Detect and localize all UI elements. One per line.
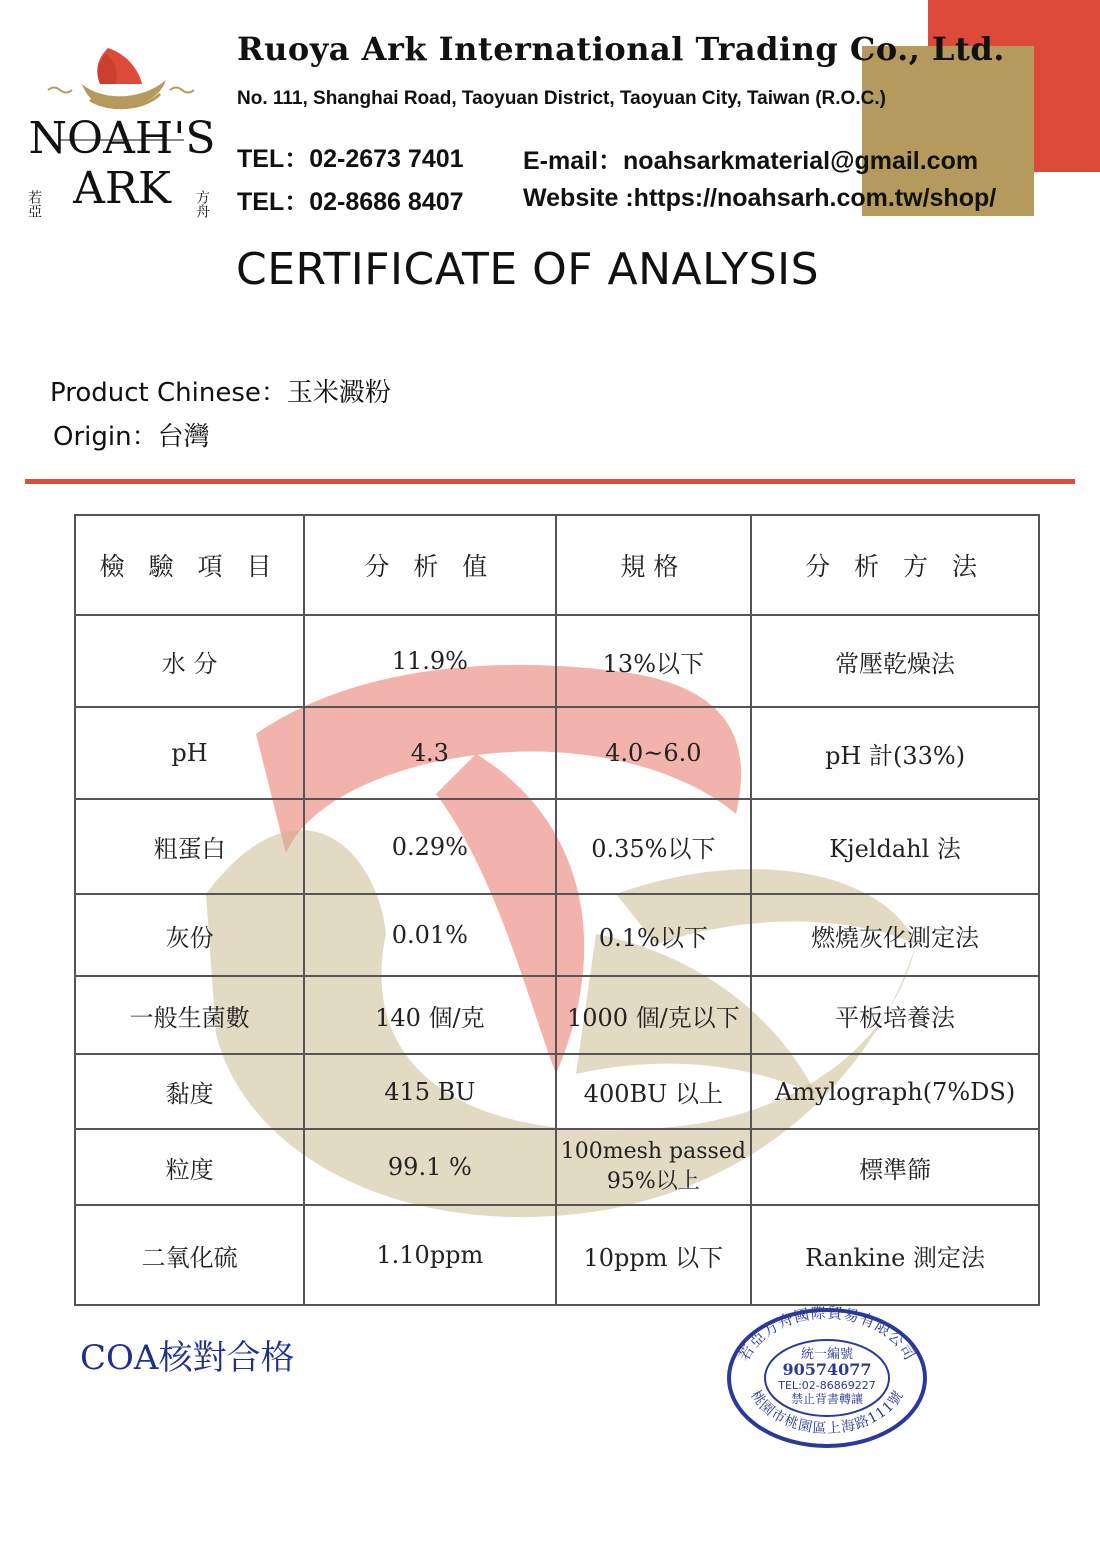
table-row: [75, 1054, 1039, 1129]
logo-name-zh-right: 方舟: [194, 190, 210, 218]
logo-name-en-1: NOAH'S: [28, 113, 216, 164]
cell-spec: 10ppm 以下: [556, 1205, 752, 1305]
cell-spec: 1000 個/克以下: [556, 976, 752, 1054]
table-row: [75, 1129, 1039, 1205]
telephone-1: TEL：02-2673 7401: [237, 145, 464, 173]
cell-item: 一般生菌數: [75, 976, 304, 1054]
table-row: [75, 1205, 1039, 1305]
seal-telephone: TEL:02-86869227: [778, 1379, 876, 1392]
cell-method: 常壓乾燥法: [751, 615, 1039, 707]
cell-result: 4.3: [304, 707, 555, 799]
cell-result: 11.9%: [304, 615, 555, 707]
cell-item: 灰份: [75, 894, 304, 976]
cell-spec: 0.1%以下: [556, 894, 752, 976]
cell-method: 平板培養法: [751, 976, 1039, 1054]
cell-result: 140 個/克: [304, 976, 555, 1054]
cell-spec: 400BU 以上: [556, 1054, 752, 1129]
seal-note: 禁止背書轉讓: [790, 1392, 864, 1406]
cell-spec: 100mesh passed 95%以上: [556, 1129, 752, 1205]
seal-address: 桃園市桃園區上海路111號: [747, 1387, 907, 1438]
table-row: [75, 707, 1039, 799]
cell-method: 標準篩: [751, 1129, 1039, 1205]
cell-result: 1.10ppm: [304, 1205, 555, 1305]
cell-result: 0.29%: [304, 799, 555, 894]
coa-approval-note: COA核對合格: [80, 1338, 295, 1378]
table-row: [75, 976, 1039, 1054]
seal-id-label: 統一編號: [800, 1347, 854, 1362]
header-result: 分 析 值: [304, 515, 555, 615]
company-seal-stamp: [722, 1300, 932, 1450]
cell-method: Rankine 測定法: [751, 1205, 1039, 1305]
cell-result: 0.01%: [304, 894, 555, 976]
company-name: Ruoya Ark International Trading Co., Ltd.: [237, 30, 1005, 68]
section-divider: [25, 479, 1075, 484]
header-specification: 規格: [556, 515, 752, 615]
product-chinese-name: Product Chinese：玉米澱粉: [50, 378, 391, 408]
cell-method: 燃燒灰化測定法: [751, 894, 1039, 976]
cell-spec: 0.35%以下: [556, 799, 752, 894]
cell-item: 水 分: [75, 615, 304, 707]
cell-method: Kjeldahl 法: [751, 799, 1039, 894]
seal-id-number: 90574077: [782, 1360, 872, 1379]
cell-spec: 13%以下: [556, 615, 752, 707]
cell-item: pH: [75, 707, 304, 799]
website-link[interactable]: Website :https://noahsarh.com.tw/shop/: [523, 184, 997, 212]
cell-result: 99.1 %: [304, 1129, 555, 1205]
telephone-2: TEL：02-8686 8407: [237, 188, 464, 216]
cell-item: 粗蛋白: [75, 799, 304, 894]
cell-item: 黏度: [75, 1054, 304, 1129]
cell-result: 415 BU: [304, 1054, 555, 1129]
table-row: [75, 894, 1039, 976]
table-row: [75, 615, 1039, 707]
logo-name-en-2: ARK: [73, 163, 171, 214]
email[interactable]: E-mail：noahsarkmaterial@gmail.com: [523, 147, 979, 175]
cell-item: 二氧化硫: [75, 1205, 304, 1305]
analysis-table-section: [56, 514, 1044, 1304]
header-method: 分 析 方 法: [751, 515, 1039, 615]
table-header-row: [75, 515, 1039, 615]
noahs-ark-logo: [20, 40, 225, 220]
cell-method: pH 計(33%): [751, 707, 1039, 799]
seal-company-name: 若亞方舟國際貿易有限公司: [734, 1303, 920, 1365]
document-title: CERTIFICATE OF ANALYSIS: [236, 244, 820, 295]
product-origin: Origin：台灣: [53, 422, 210, 452]
header-test-item: 檢 驗 項 目: [75, 515, 304, 615]
analysis-table: [74, 514, 1040, 1306]
cell-spec: 4.0~6.0: [556, 707, 752, 799]
cell-method: Amylograph(7%DS): [751, 1054, 1039, 1129]
table-row: [75, 799, 1039, 894]
cell-item: 粒度: [75, 1129, 304, 1205]
logo-name-zh-left: 若亞: [26, 190, 42, 218]
company-address: No. 111, Shanghai Road, Taoyuan District, Taoyuan City, Taiwan (R.O.C.): [237, 88, 886, 109]
